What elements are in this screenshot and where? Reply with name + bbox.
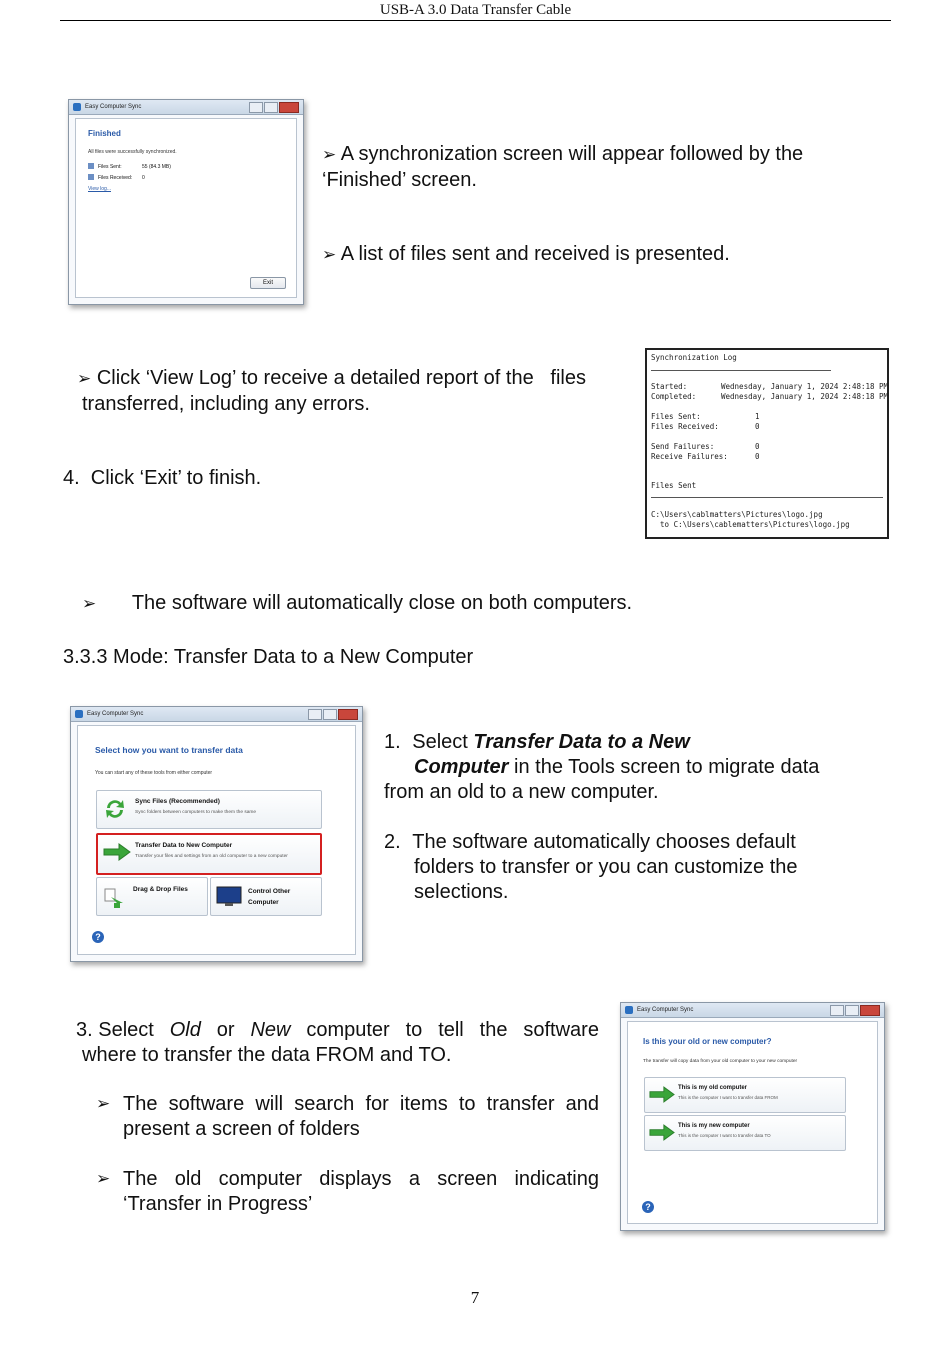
step-1-pre: Select [412,731,474,753]
app-logo-icon [625,1006,633,1014]
log-files-sent-value: 1 [755,412,760,421]
oldnew-heading: Is this your old or new computer? [643,1037,772,1046]
transfer-data-tile[interactable] [96,833,322,875]
files-received-label: Files Received: [98,175,133,181]
maximize-icon [323,709,337,720]
bullet-arrow-icon: ➢ [82,594,97,614]
bullet-arrow-icon: ➢ [322,145,337,165]
window-title: Easy Computer Sync [637,1007,694,1013]
close-icon [338,709,358,720]
window-body [75,118,297,298]
bullet-text: The software will search for items to transfer and [123,1093,599,1115]
step-2-line2: folders to transfer or you can customize the [414,856,798,878]
sync-files-tile[interactable] [96,790,322,829]
drag-drop-tile[interactable] [96,877,208,916]
step-3-line1 [76,1018,599,1043]
step-3-word: computer [306,1019,390,1041]
log-files-sent-heading: Files Sent [651,481,697,490]
bullet-file-list [322,242,882,268]
old-new-window-screenshot [620,1002,885,1231]
log-completed-value: Wednesday, January 1, 2024 2:48:18 PM [721,392,889,401]
log-started-label: Started: [651,382,688,391]
exit-button[interactable]: Exit [250,277,286,289]
window-body [77,725,356,955]
log-divider [651,497,883,498]
step-1-post: in the Tools screen to migrate data [508,756,820,778]
log-path-to: to C:\Users\cablematters\Pictures\logo.jpg [651,520,850,529]
window-titlebar [69,100,303,115]
bullet-text-line2: present a screen of folders [123,1118,360,1140]
step-1-bold-b: Computer [414,756,509,778]
bullet-text: A synchronization screen will appear followed by the [340,143,804,165]
bullet-text: Click ‘View Log’ to receive a detailed report of the files [96,367,586,389]
app-logo-icon [73,103,81,111]
tools-window-screenshot [70,706,363,962]
step-3-word: the [479,1019,508,1041]
files-received-value: 0 [142,175,145,181]
bullet-text-line2: transferred, including any errors. [82,393,370,415]
finished-heading: Finished [88,129,121,138]
new-computer-desc: This is the computer I want to transfer data TO [678,1133,771,1138]
bullet-arrow-icon: ➢ [96,1094,111,1114]
log-files-received-label: Files Received: [651,422,719,431]
bullet-text: A list of files sent and received is presented. [340,243,730,265]
drag-drop-title: Drag & Drop Files [133,886,188,893]
step-1 [384,730,884,805]
bullet-text-line2: ‘Finished’ screen. [322,169,477,191]
step-1-number: 1. [384,731,401,753]
window-controls [249,102,299,111]
files-sent-value: 55 (84.3 MB) [142,164,171,170]
window-title: Easy Computer Sync [85,104,142,110]
step-2-number: 2. [384,831,401,853]
control-other-tile[interactable] [210,877,322,916]
bullet-arrow-icon: ➢ [77,369,92,389]
new-computer-title: This is my new computer [678,1123,750,1129]
step-3-number: 3. [76,1019,93,1041]
files-sent-label: Files Sent: [98,164,122,170]
step-3-word: tell [438,1019,464,1041]
minimize-icon [308,709,322,720]
log-title: Synchronization Log [651,353,737,362]
step-3-word: software [523,1019,599,1041]
page-number: 7 [470,1288,480,1307]
bullet-arrow-icon: ➢ [322,245,337,265]
monitor-icon [216,886,242,908]
log-send-failures-value: 0 [755,442,760,451]
step-3-new: New [250,1019,291,1041]
right-arrow-icon [103,843,131,861]
bullet-sync-screen [322,142,882,193]
transfer-data-title: Transfer Data to New Computer [135,842,233,849]
app-logo-icon [75,710,83,718]
step-2 [384,830,884,905]
log-receive-failures-label: Receive Failures: [651,452,728,461]
sync-files-desc: Sync folders between computers to make them the same [135,810,257,815]
synchronization-log-screenshot [645,348,889,539]
window-body [627,1021,878,1224]
step-2-line1: The software automatically chooses default [412,831,796,853]
log-started-value: Wednesday, January 1, 2024 2:48:18 PM [721,382,889,391]
oldnew-subtitle: The transfer will copy data from your old computer to your new computer [643,1059,798,1064]
help-icon[interactable]: ? [92,931,104,943]
log-files-received-value: 0 [755,422,760,431]
section-heading: 3.3.3 Mode: Transfer Data to a New Computer [63,646,474,668]
tools-subtitle: You can start any of these tools from either computer [95,770,213,776]
window-titlebar [71,707,362,722]
bullet-text: The software will automatically close on both computers. [131,592,633,614]
log-completed-label: Completed: [651,392,697,401]
right-arrow-icon [649,1124,675,1141]
right-arrow-icon [649,1086,675,1103]
bullet-text: The old computer displays a screen indicating [123,1168,599,1190]
log-divider [651,370,831,371]
window-controls [830,1005,880,1014]
step-3-word: to [405,1019,423,1041]
sync-files-title: Sync Files (Recommended) [135,798,220,805]
maximize-icon [264,102,278,113]
step-1-line3: from an old to a new computer. [384,781,659,803]
control-other-title: Control Other Computer [248,888,291,906]
finished-window-screenshot [68,99,304,305]
files-sent-icon [88,163,94,169]
drag-drop-icon [103,887,125,909]
old-computer-tile[interactable] [644,1077,846,1113]
close-icon [279,102,299,113]
bullet-auto-close [82,591,632,617]
sync-arrows-icon [103,797,127,821]
finished-message: All files were successfully synchronized. [88,149,177,155]
log-path-from: C:\Users\cablmatters\Pictures\logo.jpg [651,510,823,519]
window-controls [308,709,358,718]
bullet-view-log [77,366,637,417]
step-1-bold-a: Transfer Data to a New [473,731,690,753]
step-2-line3: selections. [414,881,509,903]
old-computer-title: This is my old computer [678,1085,748,1091]
page-header: USB-A 3.0 Data Transfer Cable [60,0,891,21]
bullet-arrow-icon: ➢ [96,1169,111,1189]
step-3 [76,1018,599,1068]
step-3-word: or [216,1019,235,1041]
window-titlebar [621,1003,884,1018]
log-files-sent-label: Files Sent: [651,412,701,421]
log-receive-failures-value: 0 [755,452,760,461]
step-3-line2: where to transfer the data FROM and TO. [82,1044,452,1066]
minimize-icon [830,1005,844,1016]
view-log-link[interactable]: View log... [88,186,111,192]
minimize-icon [249,102,263,113]
transfer-data-desc: Transfer your files and settings from an old computer to a new computer [135,854,288,859]
old-computer-desc: This is the computer I want to transfer data FROM [678,1095,778,1100]
window-title: Easy Computer Sync [87,711,144,717]
step-3-word: Select [98,1019,154,1041]
step-4-exit: 4. Click ‘Exit’ to finish. [63,467,262,489]
step-3-old: Old [169,1019,201,1041]
files-received-icon [88,174,94,180]
close-icon [860,1005,880,1016]
bullet-transfer-progress [96,1167,599,1217]
bullet-text-line2: ‘Transfer in Progress’ [123,1193,313,1215]
help-icon[interactable]: ? [642,1201,654,1213]
tools-heading: Select how you want to transfer data [95,745,243,755]
log-send-failures-label: Send Failures: [651,442,715,451]
bullet-search-items [96,1092,599,1142]
maximize-icon [845,1005,859,1016]
new-computer-tile[interactable] [644,1115,846,1151]
